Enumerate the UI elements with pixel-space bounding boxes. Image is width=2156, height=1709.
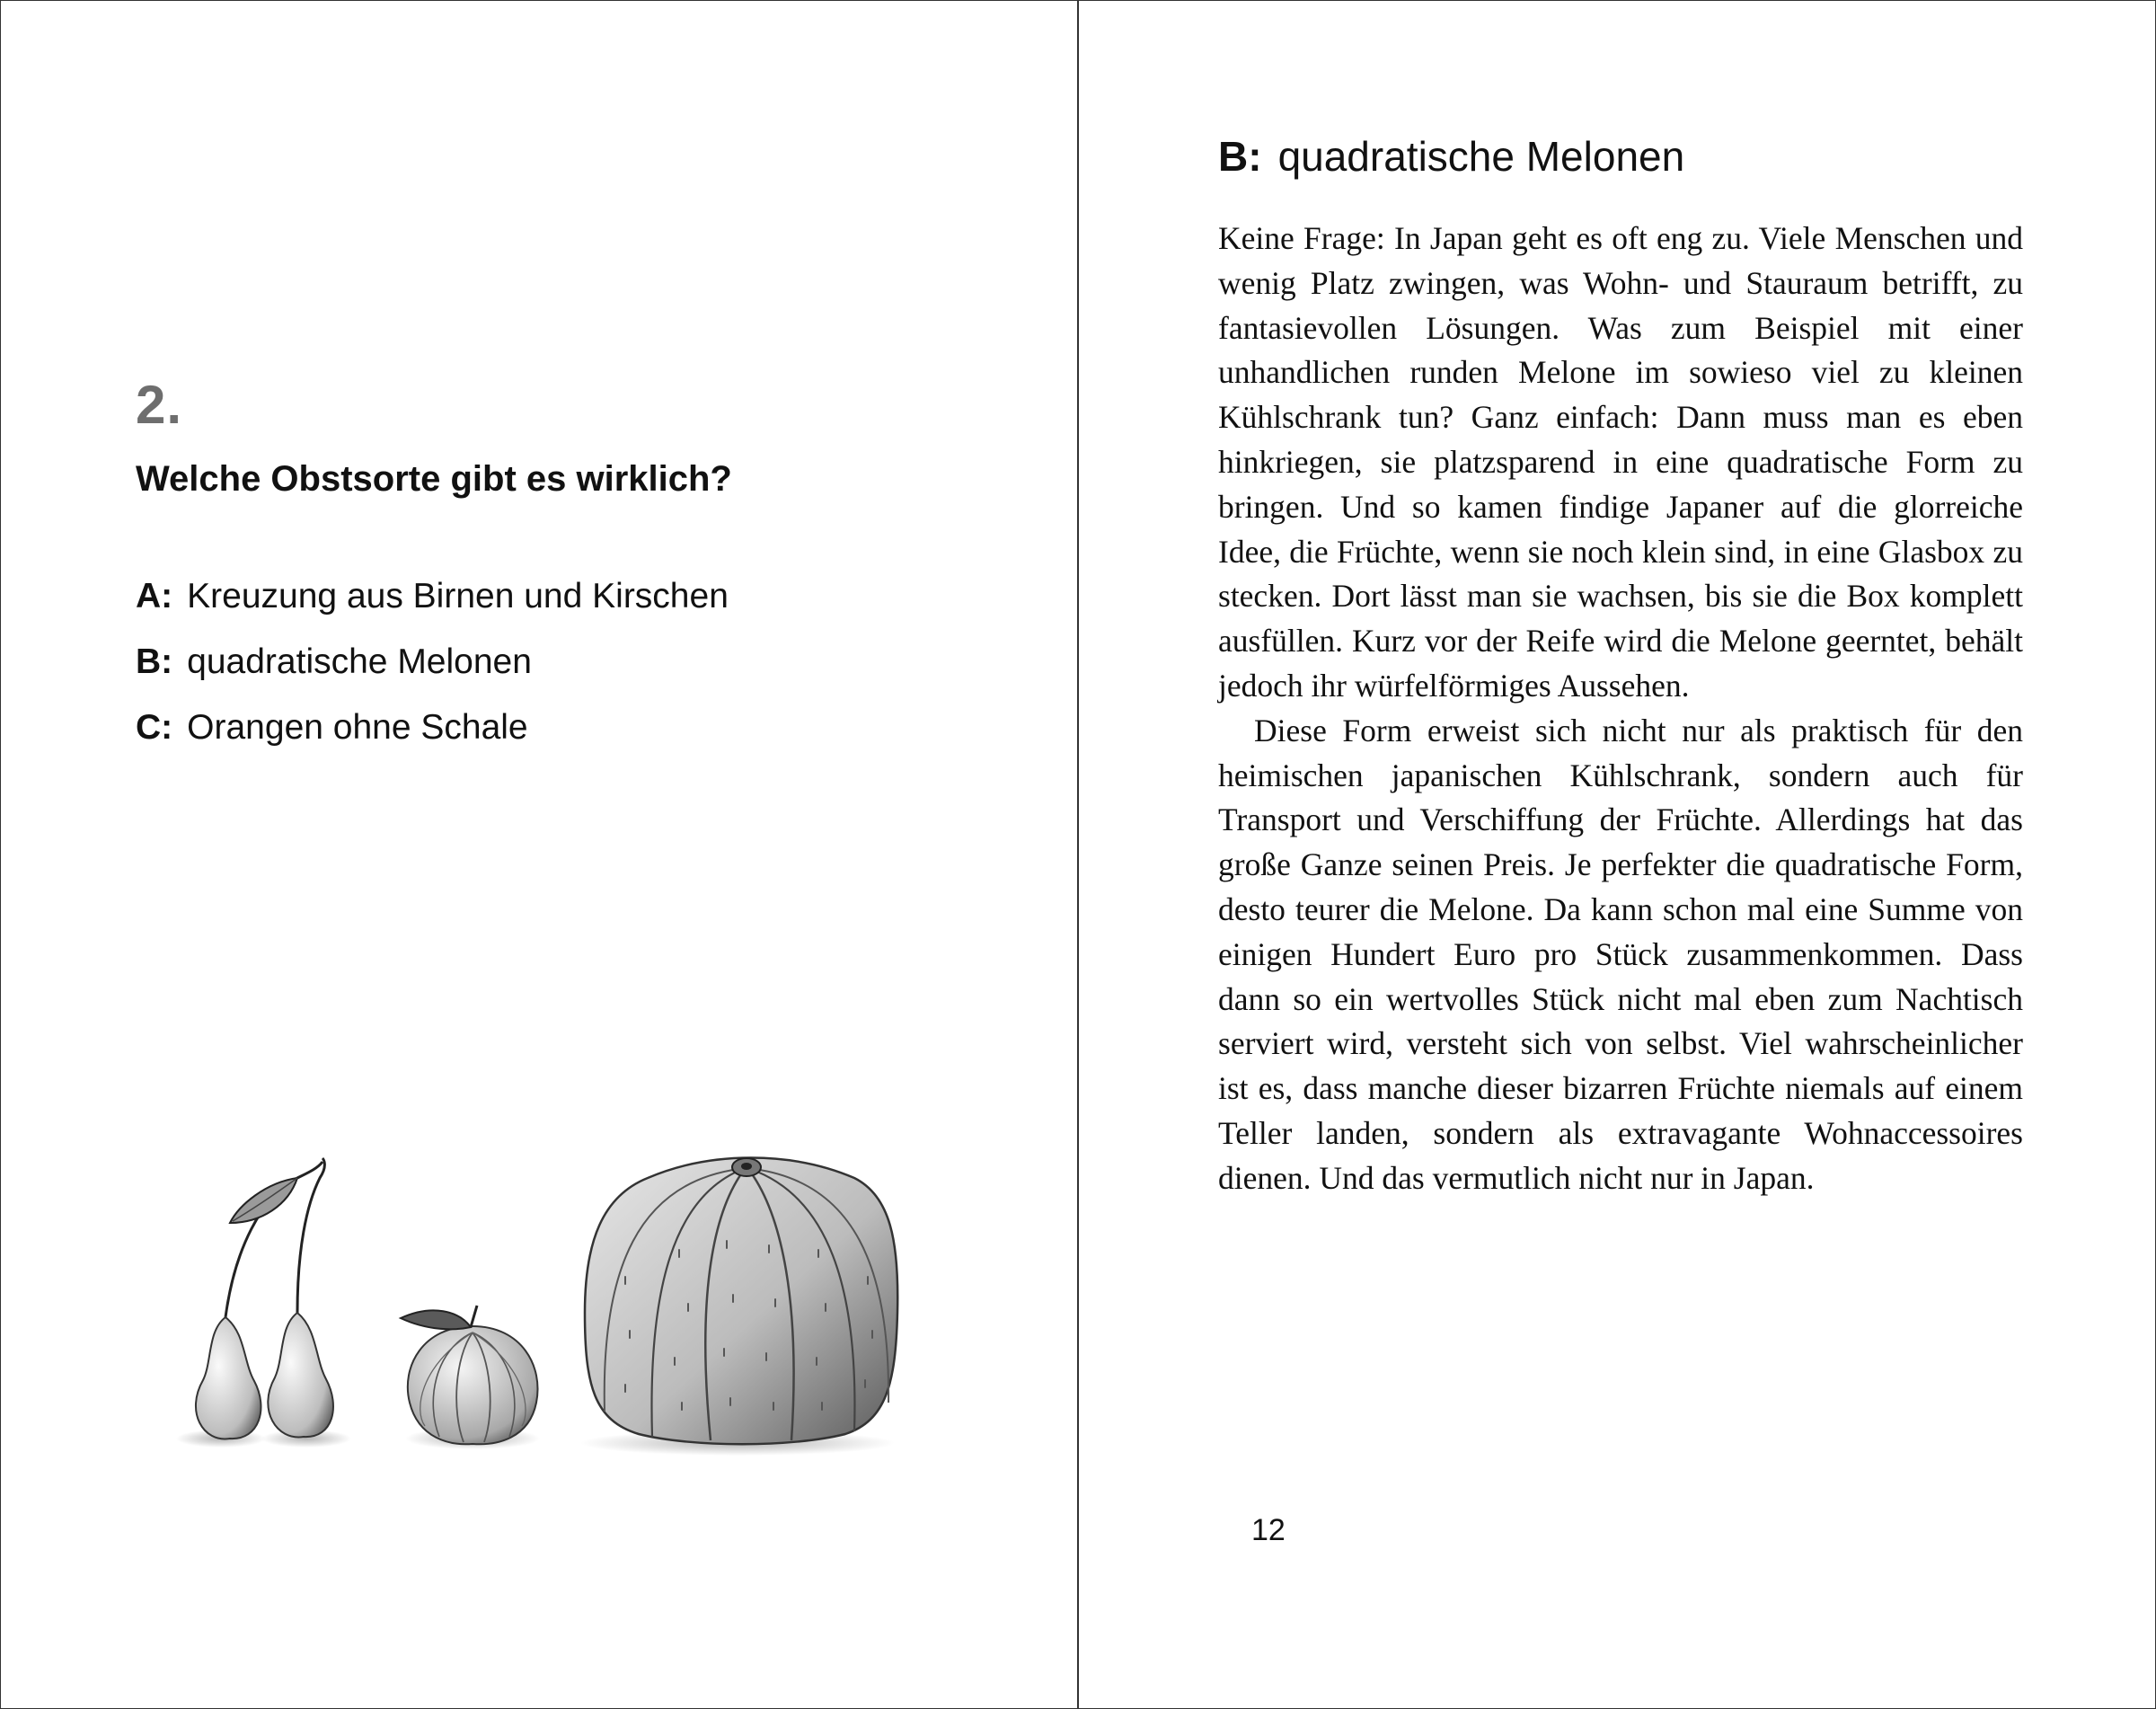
paragraph: Keine Frage: In Japan geht es oft eng zu. Viele Menschen und wenig Platz zwingen, was Wohn- und Stauraum betrifft, zu fantasievollen Lösungen. Was zum Beispiel mit einer unhandlichen runden Melone im sowieso viel zu kleinen Kühlschrank tun? Ganz einfach: Dann muss man es eben hinkriegen, sie platzsparend in eine quadratische Form zu bringen. Und so kamen findige Japaner auf die glorreiche Idee, die Früchte, wenn sie noch klein sind, in eine Glasbox zu stecken. Dort lässt man sie wachsen, bis sie die Box komplett ausfüllen. Kurz vor der Reife wird die Melone geerntet, behält jedoch ihr würfelförmiges Aussehen. bbox=[1218, 220, 2023, 704]
square-melon-icon bbox=[580, 1158, 897, 1457]
question-number: 2. bbox=[136, 375, 183, 435]
page-number: 12 bbox=[1251, 1513, 1286, 1547]
answer-heading bbox=[1218, 133, 1685, 180]
page-gutter bbox=[1077, 1, 1079, 1708]
option-separator: : bbox=[161, 642, 173, 681]
option-text: quadratische Melonen bbox=[187, 642, 532, 681]
option-text: Kreuzung aus Birnen und Kirschen bbox=[187, 577, 729, 615]
fruit-illustration bbox=[172, 1142, 908, 1465]
option-b bbox=[136, 629, 729, 695]
option-separator: : bbox=[161, 577, 173, 615]
option-text: Orangen ohne Schale bbox=[187, 708, 528, 747]
option-letter: A bbox=[136, 577, 162, 615]
option-letter: B bbox=[136, 642, 162, 681]
answer-text: quadratische Melonen bbox=[1277, 133, 1685, 180]
pear-cherries-icon bbox=[176, 1158, 351, 1448]
option-a bbox=[136, 563, 729, 629]
option-c bbox=[136, 695, 729, 760]
answer-options bbox=[136, 563, 729, 760]
answer-body bbox=[1218, 217, 2023, 1201]
paragraph: Diese Form erweist sich nicht nur als praktisch für den heimischen japanischen Kühlschrank, sondern auch für Transport und Verschiffung der Früchte. Allerdings hat das große Ganze seinen Preis. Je perfekter die quadratische Form, desto teurer die Melone. Da kann schon mal eine Summe von einigen Hundert Euro pro Stück zusammenkommen. Dass dann so ein wertvolles Stück nicht mal eben zum Nachtisch serviert wird, versteht sich von selbst. Viel wahrscheinlicher ist es, dass manche dieser bizarren Früchte niemals auf einem Teller landen, sondern als extravagante Wohnaccessoires dienen. Und das vermutlich nicht nur in Japan. bbox=[1218, 712, 2023, 1196]
peeled-orange-icon bbox=[401, 1306, 540, 1449]
answer-letter: B: bbox=[1218, 133, 1262, 180]
option-letter: C bbox=[136, 708, 162, 747]
option-separator: : bbox=[161, 708, 173, 747]
question-title: Welche Obstsorte gibt es wirklich? bbox=[136, 459, 732, 499]
